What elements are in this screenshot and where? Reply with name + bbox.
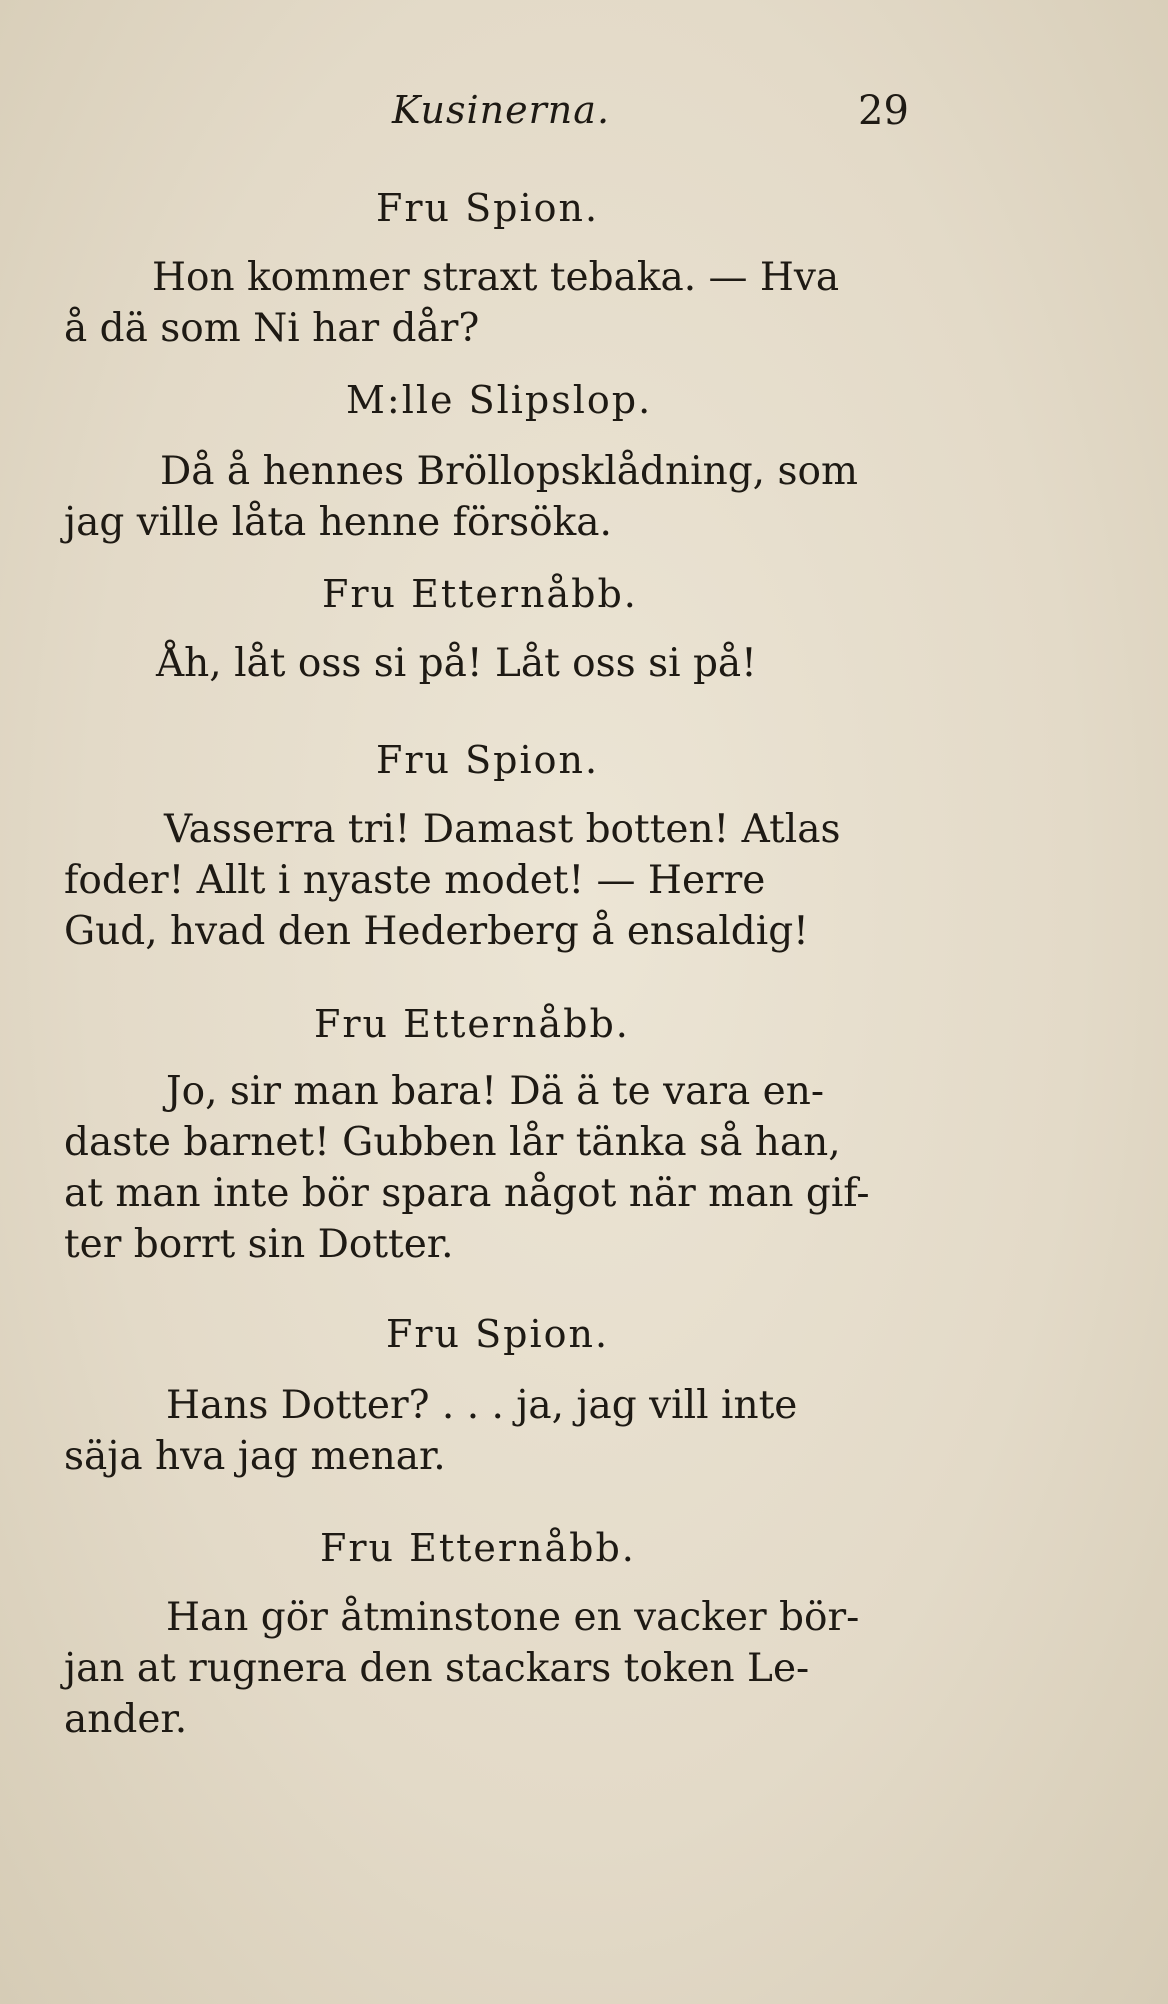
dialogue-paragraph [64,1592,924,1745]
speaker-heading: M:lle Slipslop. [346,378,653,422]
text-line: säja hva jag menar. [64,1434,446,1479]
dialogue-paragraph [64,1066,924,1270]
speaker-heading: Fru Spion. [386,1312,610,1356]
text-line: jag ville låta henne försöka. [64,500,612,545]
speaker-heading: Fru Etternåbb. [314,1002,630,1046]
text-line: daste barnet! Gubben lår tänka så han, [64,1120,841,1165]
dialogue-paragraph [64,804,924,957]
text-line: jan at rugnera den stackars token Le- [64,1646,810,1691]
text-line: å dä som Ni har dår? [64,306,480,351]
page-header [0,88,1168,148]
text-line: ter borrt sin Dotter. [64,1222,454,1267]
dialogue-paragraph [64,1380,924,1482]
running-title: Kusinerna. [392,88,611,132]
text-line: foder! Allt i nyaste modet! — Herre [64,858,766,903]
text-line: Vasserra tri! Damast botten! Atlas [164,807,841,852]
dialogue-paragraph [64,252,924,354]
speaker-heading: Fru Spion. [376,186,600,230]
speaker-heading: Fru Spion. [376,738,600,782]
text-line: Åh, låt oss si på! Låt oss si på! [156,641,757,686]
text-line: Jo, sir man bara! Dä ä te vara en- [166,1069,825,1114]
speaker-heading: Fru Etternåbb. [320,1526,636,1570]
page-number: 29 [858,88,909,134]
dialogue-paragraph [64,446,924,548]
dialogue-paragraph [64,638,924,689]
text-line: ander. [64,1697,188,1742]
text-line: Han gör åtminstone en vacker bör- [166,1595,860,1640]
text-line: at man inte bör spara något när man gif- [64,1171,870,1216]
text-line: Hans Dotter? . . . ja, jag vill inte [166,1383,798,1428]
text-line: Då å hennes Bröllopsklådning, som [160,449,858,494]
text-line: Gud, hvad den Hederberg å ensaldig! [64,909,809,954]
speaker-heading: Fru Etternåbb. [322,572,638,616]
text-line: Hon kommer straxt tebaka. — Hva [152,255,840,300]
